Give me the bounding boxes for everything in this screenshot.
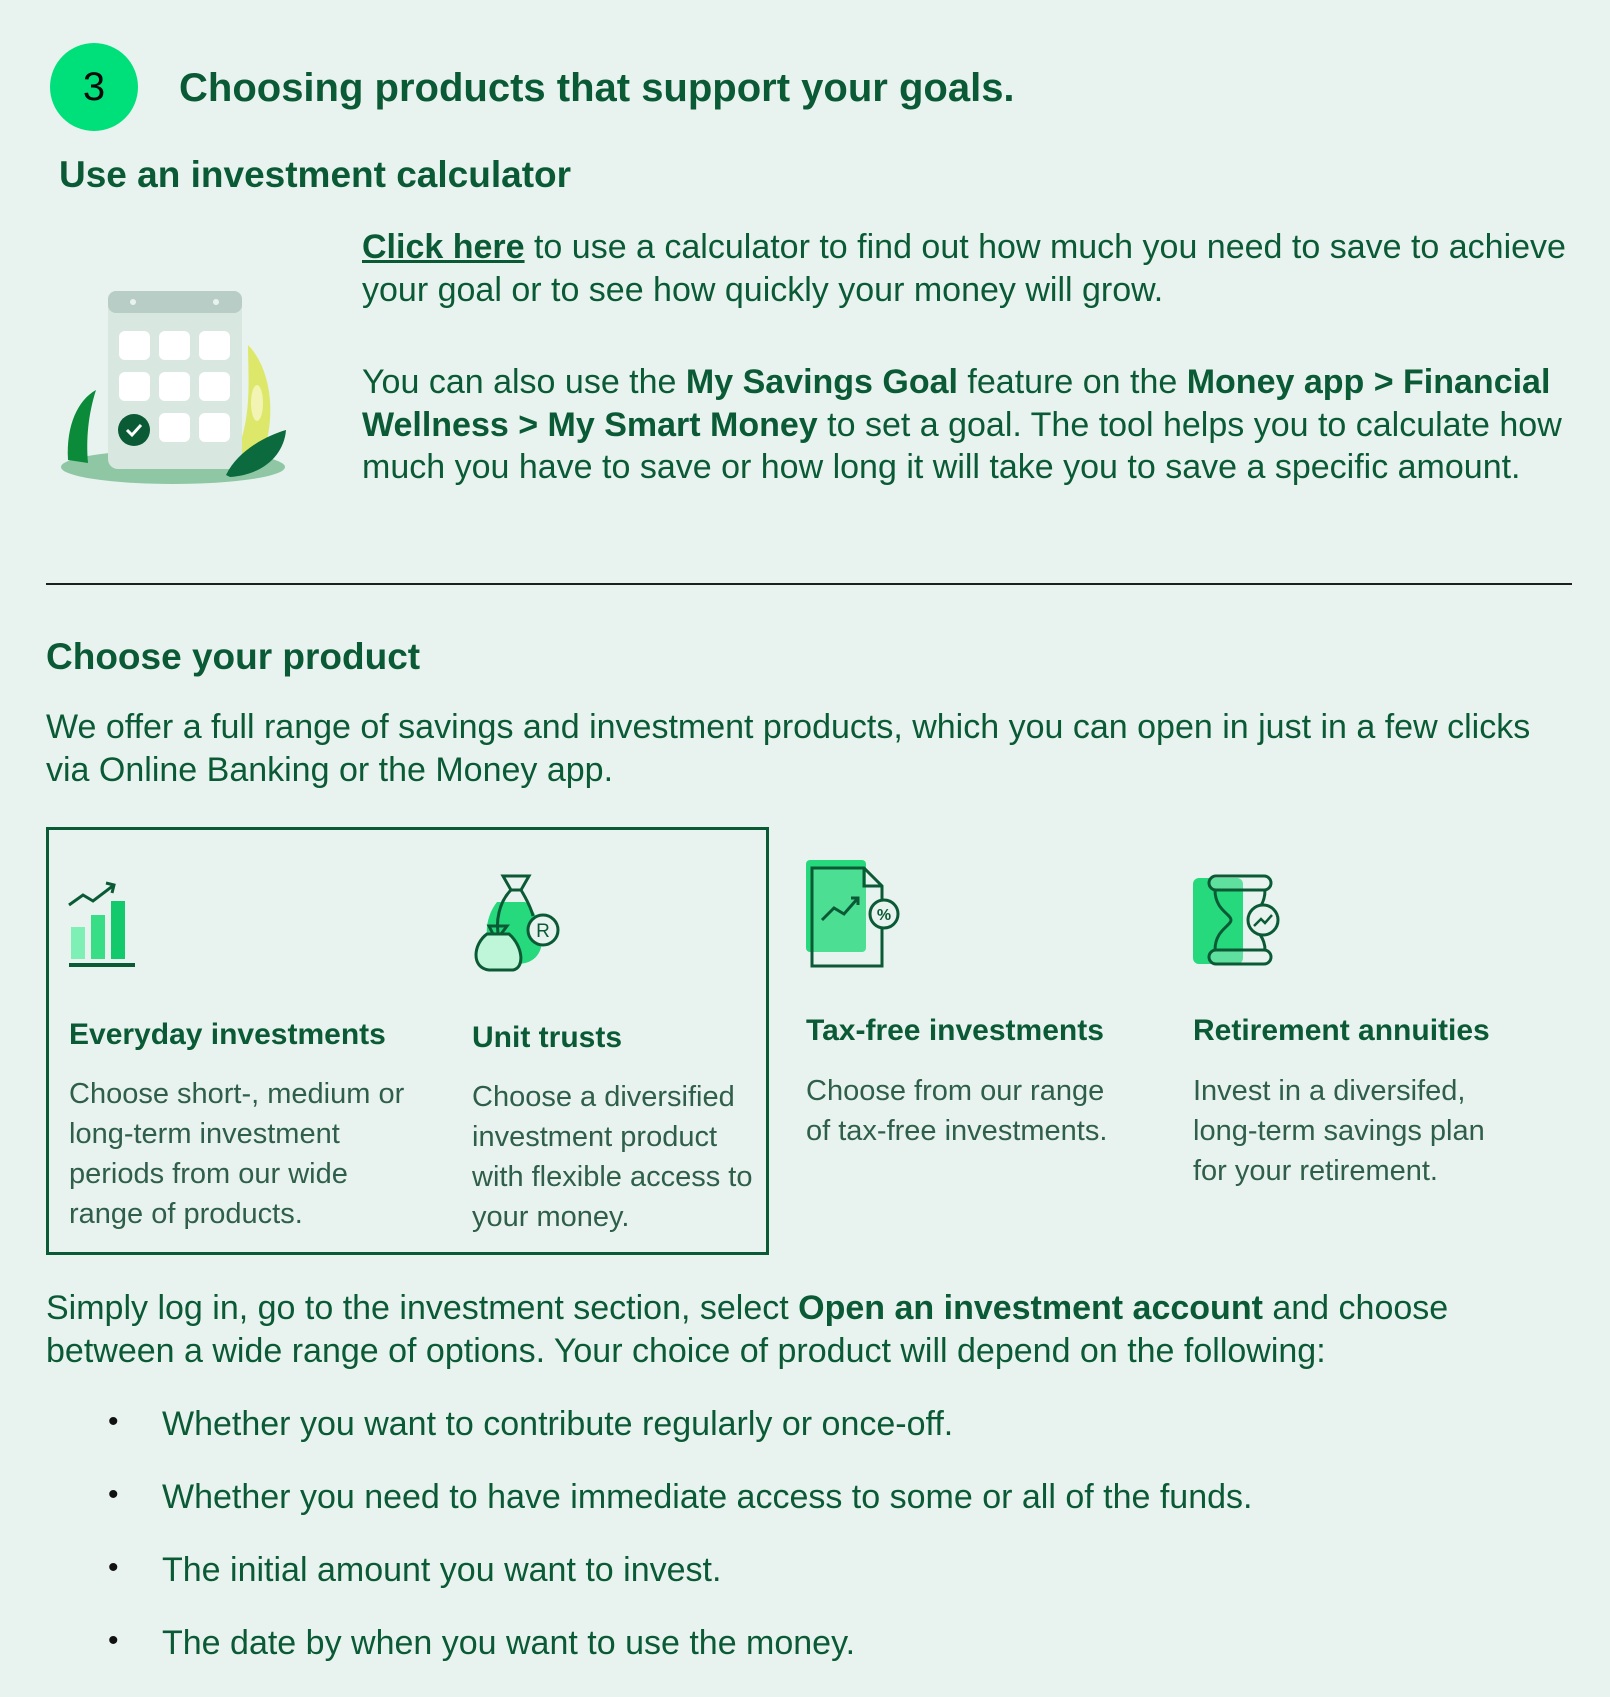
list-item: • The date by when you want to use the money. [108,1624,1252,1697]
card-title-tax-free-investments: Tax-free investments [806,1014,1104,1047]
money-bags-icon [469,872,564,974]
product-heading: Choose your product [46,636,421,677]
list-item: • The initial amount you want to invest. [108,1551,1252,1624]
product-instructions [46,1287,1572,1372]
card-desc-tax-free-investments: Choose from our range of tax-free investments. [806,1075,1108,1147]
tax-document-icon [804,858,904,970]
calculator-paragraph-2 [362,361,1572,489]
product-intro: We offer a full range of savings and investment products, which you can open in just in a few clicks via Online Banking or the Money app. [46,708,1531,789]
list-item: • Whether you want to contribute regularly or once-off. [108,1405,1252,1478]
instructions-text-2: and choose between a wide range of options. Your choice of product will depend on the following: [46,1289,1449,1370]
step-number-badge [50,43,138,131]
card-desc-retirement-annuities: Invest in a diversifed, long-term savings plan for your retirement. [1193,1075,1485,1187]
considerations-list [108,1405,1252,1697]
card-title-retirement-annuities: Retirement annuities [1193,1014,1490,1047]
card-title-unit-trusts: Unit trusts [472,1021,622,1054]
card-desc-unit-trusts: Choose a diversified investment product with flexible access to your money. [472,1081,753,1233]
open-investment-account-label: Open an investment account [798,1289,1263,1327]
para2-text-2: feature on the [957,363,1187,401]
section-divider [46,583,1572,585]
calculator-heading: Use an investment calculator [59,154,572,195]
bar-chart-growth-icon [66,875,141,971]
card-desc-everyday-investments: Choose short-, medium or long-term investment periods from our wide range of products. [69,1078,405,1230]
calendar-calculator-illustration [58,285,290,490]
para2-text-1: You can also use the [362,363,686,401]
calculator-paragraph-1 [362,226,1572,311]
app-navigation-path: Money app > Financial Wellness > My Smart Money [362,363,1551,444]
svg-text:R: R [536,921,550,942]
svg-text:%: % [876,907,892,924]
instructions-text-1: Simply log in, go to the investment section, select [46,1289,799,1327]
calculator-link[interactable]: Click here [362,228,525,266]
list-item: • Whether you need to have immediate access to some or all of the funds. [108,1478,1252,1551]
page-title: Choosing products that support your goals. [179,66,1015,110]
card-title-everyday-investments: Everyday investments [69,1018,386,1051]
step-number: 3 [82,64,106,109]
my-savings-goal-label: My Savings Goal [685,363,958,401]
calculator-paragraph-1-text: to use a calculator to find out how much you need to save to achieve your goal or to see how quickly your money will grow. [362,228,1566,309]
para2-text-3: to set a goal. The tool helps you to calculate how much you have to save or how long it will take you to save a specific amount. [362,405,1562,486]
hourglass-growth-icon [1191,874,1287,968]
